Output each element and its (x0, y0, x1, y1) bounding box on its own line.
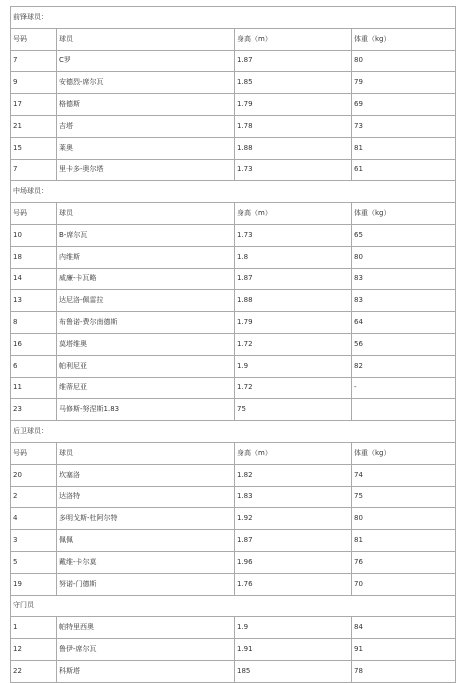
player-name: 达洛特 (57, 486, 235, 508)
table-row (11, 573, 456, 595)
player-weight: 84 (352, 617, 456, 639)
table-row (11, 486, 456, 508)
player-weight: 75 (352, 486, 456, 508)
player-number: 22 (11, 660, 57, 682)
table-row (11, 355, 456, 377)
player-weight: 80 (352, 246, 456, 268)
player-number: 23 (11, 399, 57, 421)
player-name: 里卡多-奥尔塔 (57, 159, 235, 181)
player-number: 9 (11, 72, 57, 94)
player-number: 10 (11, 224, 57, 246)
section-title-row (11, 7, 456, 29)
player-height: 1.87 (235, 530, 352, 552)
player-number: 4 (11, 508, 57, 530)
player-name: 佩佩 (57, 530, 235, 552)
player-name: 帕利尼亚 (57, 355, 235, 377)
header-player: 球员 (57, 203, 235, 225)
header-height: 身高（m） (235, 203, 352, 225)
player-number: 16 (11, 333, 57, 355)
player-name: 莱奥 (57, 137, 235, 159)
player-height: 1.78 (235, 115, 352, 137)
table-row (11, 333, 456, 355)
player-weight (352, 399, 456, 421)
header-number: 号码 (11, 442, 57, 464)
column-header-row (11, 442, 456, 464)
player-weight: 56 (352, 333, 456, 355)
player-name: 维蒂尼亚 (57, 377, 235, 399)
player-height: 1.9 (235, 355, 352, 377)
player-height: 1.8 (235, 246, 352, 268)
player-weight: 76 (352, 551, 456, 573)
player-height: 1.96 (235, 551, 352, 573)
table-row (11, 159, 456, 181)
player-weight: 81 (352, 137, 456, 159)
player-name: 莫塔维奥 (57, 333, 235, 355)
player-weight: 65 (352, 224, 456, 246)
player-height: 1.82 (235, 464, 352, 486)
player-weight: 83 (352, 290, 456, 312)
player-height: 1.76 (235, 573, 352, 595)
header-height: 身高（m） (235, 28, 352, 50)
player-height: 1.79 (235, 312, 352, 334)
player-number: 12 (11, 639, 57, 661)
player-number: 7 (11, 159, 57, 181)
player-name: 达尼洛-佩雷拉 (57, 290, 235, 312)
column-header-row (11, 203, 456, 225)
header-number: 号码 (11, 203, 57, 225)
player-weight: 80 (352, 508, 456, 530)
header-weight: 体重（kg） (352, 28, 456, 50)
table-row (11, 551, 456, 573)
player-height: 1.72 (235, 333, 352, 355)
player-number: 14 (11, 268, 57, 290)
header-height: 身高（m） (235, 442, 352, 464)
section-title-row (11, 595, 456, 617)
player-number: 5 (11, 551, 57, 573)
header-weight: 体重（kg） (352, 442, 456, 464)
player-name: 马修斯-努涅斯1.83 (57, 399, 235, 421)
header-weight: 体重（kg） (352, 203, 456, 225)
player-name: 戴维-卡尔莫 (57, 551, 235, 573)
section-title: 前锋球员： (11, 7, 456, 29)
table-row (11, 530, 456, 552)
player-number: 20 (11, 464, 57, 486)
section-title-row (11, 181, 456, 203)
player-height: 185 (235, 660, 352, 682)
player-weight: 70 (352, 573, 456, 595)
player-name: 威廉-卡瓦略 (57, 268, 235, 290)
player-number: 21 (11, 115, 57, 137)
player-name: 内维斯 (57, 246, 235, 268)
table-row (11, 246, 456, 268)
player-number: 1 (11, 617, 57, 639)
player-name: 努诺-门德斯 (57, 573, 235, 595)
player-weight: 80 (352, 50, 456, 72)
player-name: 多明戈斯-杜阿尔特 (57, 508, 235, 530)
player-height: 1.73 (235, 159, 352, 181)
player-name: 帕特里西奥 (57, 617, 235, 639)
player-number: 13 (11, 290, 57, 312)
player-height: 1.87 (235, 50, 352, 72)
table-row (11, 50, 456, 72)
table-row (11, 115, 456, 137)
player-number: 15 (11, 137, 57, 159)
table-row (11, 377, 456, 399)
player-height: 1.92 (235, 508, 352, 530)
section-title: 中场球员： (11, 181, 456, 203)
roster-table-body (11, 7, 456, 683)
table-row (11, 94, 456, 116)
player-weight: 82 (352, 355, 456, 377)
table-row (11, 660, 456, 682)
table-row (11, 224, 456, 246)
section-title: 守门员 (11, 595, 456, 617)
player-number: 6 (11, 355, 57, 377)
player-number: 2 (11, 486, 57, 508)
player-weight: 81 (352, 530, 456, 552)
player-weight: 64 (352, 312, 456, 334)
player-weight: 79 (352, 72, 456, 94)
column-header-row (11, 28, 456, 50)
player-name: 安德烈-席尔瓦 (57, 72, 235, 94)
player-weight: 78 (352, 660, 456, 682)
player-name: 布鲁诺-费尔南德斯 (57, 312, 235, 334)
player-height: 1.79 (235, 94, 352, 116)
player-height: 75 (235, 399, 352, 421)
table-row (11, 639, 456, 661)
player-weight: 73 (352, 115, 456, 137)
player-height: 1.83 (235, 486, 352, 508)
player-number: 11 (11, 377, 57, 399)
section-title: 后卫球员： (11, 421, 456, 443)
header-number: 号码 (11, 28, 57, 50)
table-row (11, 508, 456, 530)
player-number: 19 (11, 573, 57, 595)
player-weight: 61 (352, 159, 456, 181)
player-name: 坎塞洛 (57, 464, 235, 486)
player-height: 1.73 (235, 224, 352, 246)
player-height: 1.91 (235, 639, 352, 661)
player-height: 1.87 (235, 268, 352, 290)
player-name: B-席尔瓦 (57, 224, 235, 246)
player-name: C罗 (57, 50, 235, 72)
table-row (11, 617, 456, 639)
section-title-row (11, 421, 456, 443)
player-weight: 74 (352, 464, 456, 486)
roster-table (10, 6, 456, 683)
player-weight: 91 (352, 639, 456, 661)
player-name: 鲁伊-席尔瓦 (57, 639, 235, 661)
header-player: 球员 (57, 442, 235, 464)
player-number: 3 (11, 530, 57, 552)
table-row (11, 399, 456, 421)
player-name: 吉塔 (57, 115, 235, 137)
player-height: 1.85 (235, 72, 352, 94)
player-height: 1.72 (235, 377, 352, 399)
roster-document (10, 6, 455, 683)
player-weight: 69 (352, 94, 456, 116)
table-row (11, 137, 456, 159)
player-weight: 83 (352, 268, 456, 290)
player-height: 1.88 (235, 137, 352, 159)
header-player: 球员 (57, 28, 235, 50)
player-name: 格德斯 (57, 94, 235, 116)
player-name: 科斯塔 (57, 660, 235, 682)
table-row (11, 464, 456, 486)
table-row (11, 290, 456, 312)
player-height: 1.88 (235, 290, 352, 312)
table-row (11, 312, 456, 334)
player-number: 7 (11, 50, 57, 72)
table-row (11, 72, 456, 94)
player-number: 8 (11, 312, 57, 334)
player-number: 17 (11, 94, 57, 116)
table-row (11, 268, 456, 290)
player-height: 1.9 (235, 617, 352, 639)
player-weight: - (352, 377, 456, 399)
player-number: 18 (11, 246, 57, 268)
